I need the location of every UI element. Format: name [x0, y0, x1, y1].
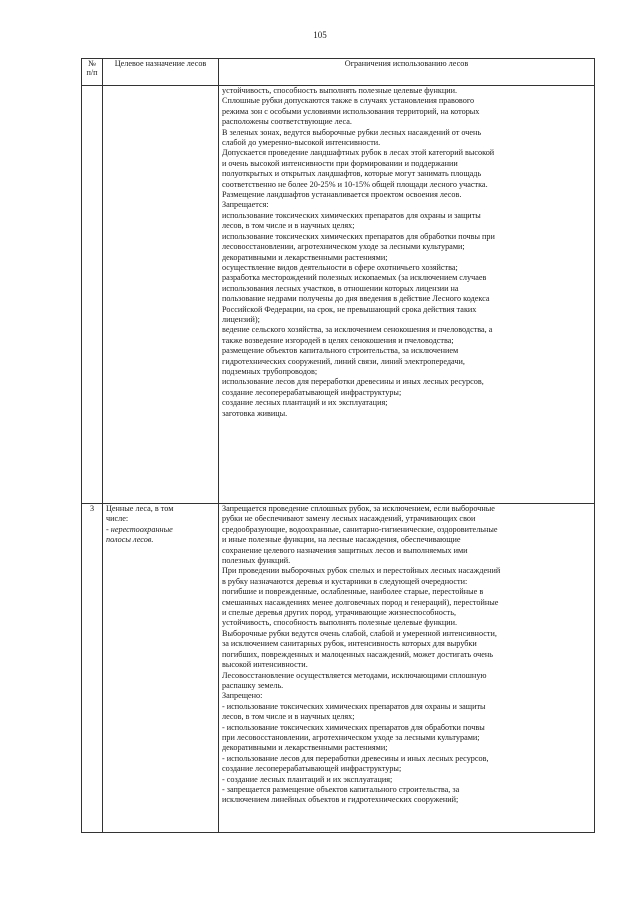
text-line: пользование недрами получены до дня введения в действие Лесного кодекса: [222, 294, 490, 304]
text-line: гидротехнических сооружений, линий связи, линий электропередачи,: [222, 356, 465, 366]
text-line: слабой до умеренно-высокой интенсивности.: [222, 138, 381, 148]
header-num: № п/п: [82, 59, 103, 86]
text-line: и иные полезные функции, на лесные насаждения, обеспечивающие: [222, 535, 461, 545]
text-line: исключением линейных объектов и гидротехнических сооружений;: [222, 795, 459, 805]
text-line: числе:: [106, 514, 129, 524]
row-number: [82, 86, 103, 504]
text-line: - использование токсических химических препаратов для охраны и защиты: [222, 701, 486, 711]
text-line: декоративными и лекарственными растениями;: [222, 743, 388, 753]
restrictions-table: [81, 58, 595, 833]
text-line: Запрещено:: [222, 691, 263, 701]
text-line: средообразующие, водоохранные, санитарно-гигиенические, оздоровительные: [222, 524, 498, 534]
text-line: Запрещается проведение сплошных рубок, за исключением, если выборочные: [222, 504, 495, 513]
text-line: использование токсических химических препаратов для охраны и защиты: [222, 210, 481, 220]
text-line: ведение сельского хозяйства, за исключением сенокошения и пчеловодства, а: [222, 325, 493, 335]
text-line: создание лесоперерабатывающей инфраструктуры;: [222, 764, 402, 774]
text-line: расположены соответствующие леса.: [222, 117, 352, 127]
text-line: и спелые деревья других пород, утрачивающие жизнеспособность,: [222, 608, 457, 618]
text-line: режима зон с особыми условиями использования территорий, на которых: [222, 106, 480, 116]
text-line: использование лесов для переработки древесины и иных лесных ресурсов,: [222, 377, 484, 387]
text-line: - создание лесных плантаций и их эксплуатация;: [222, 774, 393, 784]
text-line: сохранение целевого назначения защитных лесов и выполняемых ими: [222, 545, 468, 555]
text-line: за исключением санитарных рубок, интенсивность которых для вырубки: [222, 639, 477, 649]
text-line: размещение объектов капитального строительства, за исключением: [222, 346, 459, 356]
text-line: полосы лесов.: [106, 535, 154, 545]
text-line: устойчивость, способность выполнять полезные целевые функции.: [222, 618, 458, 628]
text-line: также возведение изгородей в целях сенокошения и пчеловодства;: [222, 335, 454, 345]
text-line: погибших, поврежденных и малоценных насаждений, может достигать очень: [222, 649, 493, 659]
text-line: Сплошные рубки допускаются также в случаях установления правового: [222, 96, 475, 106]
text-line: декоративными и лекарственными растениями;: [222, 252, 388, 262]
row-restrictions: [219, 86, 595, 504]
text-line: полуоткрытых и открытых ландшафтов, которые могут занимать площадь: [222, 169, 482, 179]
text-line: использования лесных участков, в отношении которых лицензии на: [222, 283, 459, 293]
text-line: создание лесоперерабатывающей инфраструктуры;: [222, 387, 402, 397]
text-line: при лесовосстановлении, агротехническом уходе за лесными культурами;: [222, 732, 480, 742]
text-line: - запрещается размещение объектов капитального строительства, за: [222, 784, 460, 794]
text-line: использование токсических химических препаратов для обработки почвы при: [222, 231, 495, 241]
page-number: 105: [313, 30, 327, 40]
text-line: в рубку назначаются деревья и кустарники в следующей очередности:: [222, 576, 468, 586]
header-purpose: Целевое назначение лесов: [103, 59, 219, 86]
row-number: 3: [82, 504, 103, 833]
text-line: соответственно не более 20-25% и 10-15% общей площади лесного участка.: [222, 179, 488, 189]
text-line: При проведении выборочных рубок спелых и перестойных лесных насаждений: [222, 566, 501, 576]
text-line: В зеленых зонах, ведутся выборочные рубки лесных насаждений от очень: [222, 127, 482, 137]
text-line: Ценные леса, в том: [106, 504, 174, 513]
row-restrictions: [219, 504, 595, 833]
text-line: лесов, в том числе и в научных целях;: [222, 712, 355, 722]
text-line: Допускается проведение ландшафтных рубок в лесах этой категорий высокой: [222, 148, 495, 158]
text-line: разработка месторождений полезных ископаемых (за исключением случаев: [222, 273, 487, 283]
header-restrictions: Ограничения использованию лесов: [219, 59, 595, 86]
text-line: создание лесных плантаций и их эксплуатация;: [222, 398, 388, 408]
text-line: смешанных насаждениях менее долговечных пород и генераций), перестойные: [222, 597, 499, 607]
text-line: - использование токсических химических препаратов для обработки почвы: [222, 722, 485, 732]
text-line: лицензий);: [222, 314, 260, 324]
text-line: рубки не обеспечивают замену лесных насаждений, утрачивающих свои: [222, 514, 476, 524]
table-row: [82, 86, 595, 504]
text-line: заготовка живицы.: [222, 408, 288, 418]
text-line: - использование лесов для переработки древесины и иных лесных ресурсов,: [222, 753, 489, 763]
text-line: подземных трубопроводов;: [222, 366, 318, 376]
text-line: погибшие и поврежденные, ослабленные, наиболее старые, перестойные в: [222, 587, 484, 597]
text-line: и очень высокой интенсивности при формировании и поддержании: [222, 158, 458, 168]
text-line: Лесовосстановление осуществляется методами, исключающими сплошную: [222, 670, 487, 680]
text-line: высокой интенсивности.: [222, 660, 308, 670]
text-line: - нерестоохранные: [106, 524, 173, 534]
row-purpose: [103, 86, 219, 504]
row-purpose: [103, 504, 219, 833]
text-line: устойчивость, способность выполнять полезные целевые функции.: [222, 86, 458, 95]
text-line: Выборочные рубки ведутся очень слабой, слабой и умеренной интенсивности,: [222, 628, 497, 638]
text-line: Запрещается:: [222, 200, 269, 210]
text-line: осуществление видов деятельности в сфере охотничьего хозяйства;: [222, 262, 458, 272]
text-line: распашку земель.: [222, 680, 284, 690]
text-line: Размещение ландшафтов устанавливается проектом освоения лесов.: [222, 190, 462, 200]
text-line: лесовосстановлении, агротехническом уходе за лесными культурами;: [222, 242, 465, 252]
text-line: лесов, в том числе и в научных целях;: [222, 221, 355, 231]
text-line: Российской Федерации, на срок, не превышающий срока действия таких: [222, 304, 477, 314]
text-line: полезных функций.: [222, 556, 291, 566]
table-row: [82, 504, 595, 833]
table-header-row: [82, 59, 595, 86]
